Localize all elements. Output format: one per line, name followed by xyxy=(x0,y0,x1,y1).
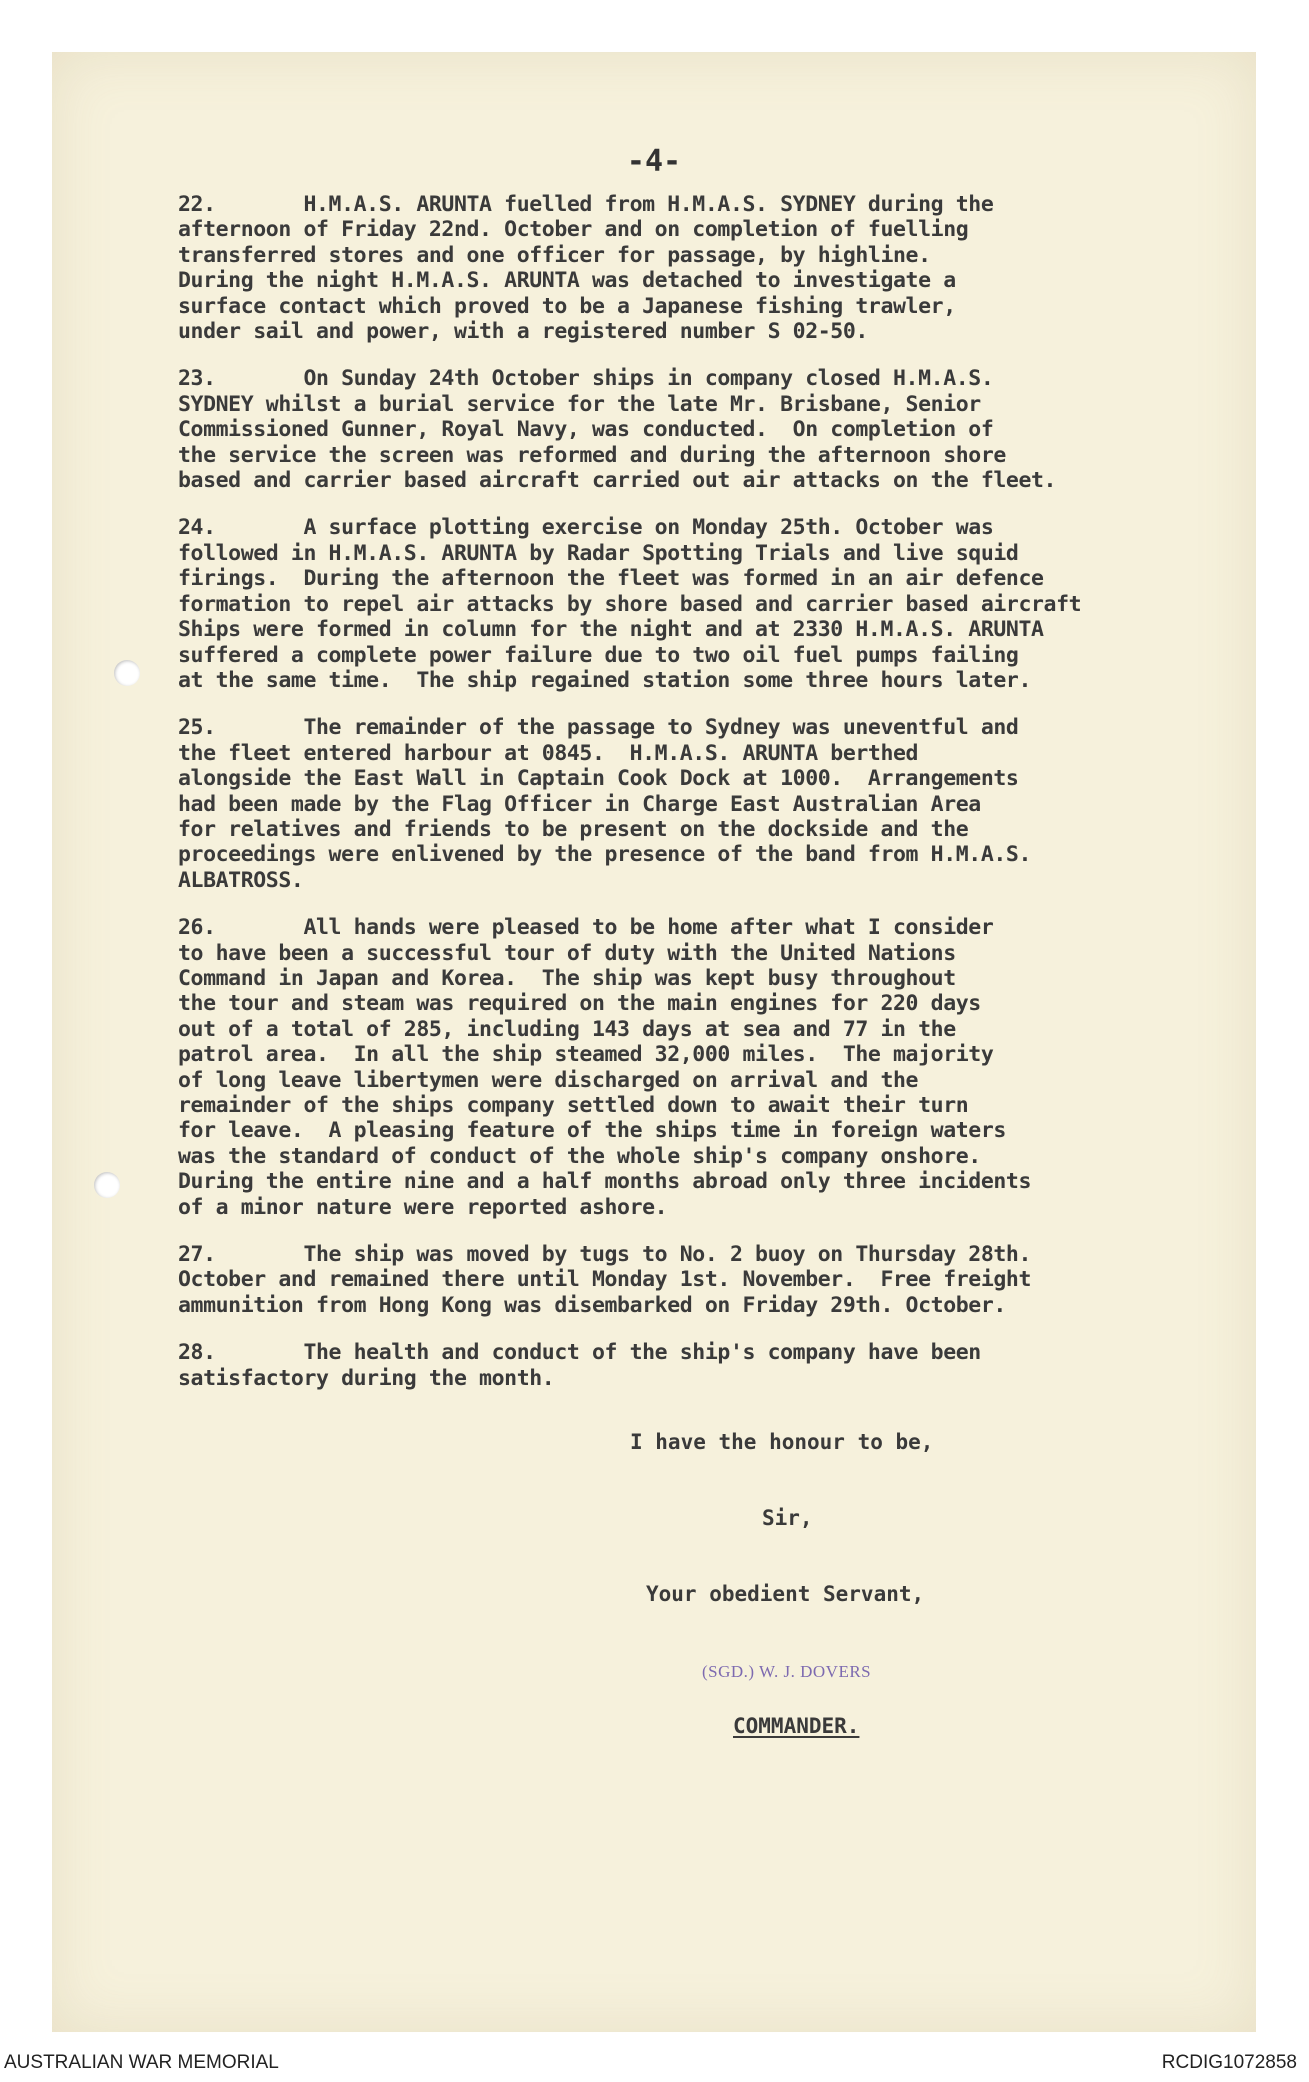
text-line: firings. During the afternoon the fleet was formed in an air defence xyxy=(178,566,1044,592)
text-line: of long leave libertymen were discharged on arrival and the xyxy=(178,1067,919,1093)
text-line: for leave. A pleasing feature of the ships time in foreign waters xyxy=(178,1118,1006,1144)
text-line: formation to repel air attacks by shore based and carrier based aircraft xyxy=(178,591,1082,617)
text-line: of a minor nature were reported ashore. xyxy=(178,1194,668,1220)
text-line: patrol area. In all the ship steamed 32,000 miles. The majority xyxy=(178,1042,994,1068)
rank-text: COMMANDER. xyxy=(733,1714,860,1738)
text-line: the service the screen was reformed and during the afternoon shore xyxy=(178,442,1006,468)
text-line: was the standard of conduct of the whole ship's company onshore. xyxy=(178,1143,981,1169)
text-line: had been made by the Flag Officer in Charge East Australian Area xyxy=(178,791,981,817)
text-line: suffered a complete power failure due to two oil fuel pumps failing xyxy=(178,642,1019,668)
text-line: afternoon of Friday 22nd. October and on completion of fuelling xyxy=(178,217,969,243)
text-line: followed in H.M.A.S. ARUNTA by Radar Spotting Trials and live squid xyxy=(178,540,1019,566)
text-line: 24. A surface plotting exercise on Monday 25th. October was xyxy=(178,515,994,541)
closing-honour: I have the honour to be, xyxy=(630,1430,934,1454)
paragraph-23 xyxy=(178,366,1238,493)
paragraph-26 xyxy=(178,915,1238,1220)
text-line: at the same time. The ship regained station some three hours later. xyxy=(178,667,1031,693)
body-text xyxy=(178,192,1238,1413)
text-line: alongside the East Wall in Captain Cook Dock at 1000. Arrangements xyxy=(178,766,1019,792)
text-line: to have been a successful tour of duty with the United Nations xyxy=(178,940,956,966)
paragraph-28 xyxy=(178,1340,1238,1391)
footer-source: AUSTRALIAN WAR MEMORIAL xyxy=(4,2052,279,2073)
text-line: the fleet entered harbour at 0845. H.M.A.S. ARUNTA berthed xyxy=(178,740,919,766)
text-line: proceedings were enlivened by the presence of the band from H.M.A.S. xyxy=(178,842,1031,868)
text-line: surface contact which proved to be a Japanese fishing trawler, xyxy=(178,293,956,319)
text-line: transferred stores and one officer for passage, by highline. xyxy=(178,242,931,268)
text-line: During the night H.M.A.S. ARUNTA was detached to investigate a xyxy=(178,268,956,294)
text-line: During the entire nine and a half months abroad only three incidents xyxy=(178,1169,1031,1195)
text-line: under sail and power, with a registered number S 02-50. xyxy=(178,319,868,345)
paragraph-27 xyxy=(178,1242,1238,1318)
text-line: Ships were formed in column for the night and at 2330 H.M.A.S. ARUNTA xyxy=(178,617,1044,643)
text-line: 26. All hands were pleased to be home after what I consider xyxy=(178,915,994,941)
text-line: 28. The health and conduct of the ship's company have been xyxy=(178,1340,981,1366)
text-line: out of a total of 285, including 143 days at sea and 77 in the xyxy=(178,1016,956,1042)
text-line: the tour and steam was required on the main engines for 220 days xyxy=(178,991,981,1017)
punch-hole xyxy=(114,660,140,686)
text-line: based and carrier based aircraft carried out air attacks on the fleet. xyxy=(178,468,1057,494)
signature-stamp: (SGD.) W. J. DOVERS xyxy=(702,1662,872,1681)
text-line: for relatives and friends to be present on the dockside and the xyxy=(178,816,969,842)
text-line: Commissioned Gunner, Royal Navy, was conducted. On completion of xyxy=(178,417,994,443)
text-line: 23. On Sunday 24th October ships in company closed H.M.A.S. xyxy=(178,366,994,392)
text-line: satisfactory during the month. xyxy=(178,1365,555,1391)
text-line: ALBATROSS. xyxy=(178,867,304,893)
page-number: -4- xyxy=(626,144,682,179)
text-line: 22. H.M.A.S. ARUNTA fuelled from H.M.A.S. SYDNEY during the xyxy=(178,192,994,217)
rank-line xyxy=(733,1714,859,1738)
document-page xyxy=(52,52,1256,2032)
text-line: Command in Japan and Korea. The ship was kept busy throughout xyxy=(178,965,956,991)
paragraph-24 xyxy=(178,515,1238,693)
text-line: 25. The remainder of the passage to Sydney was uneventful and xyxy=(178,715,1019,741)
closing-salutation: Sir, xyxy=(762,1506,813,1530)
text-line: SYDNEY whilst a burial service for the late Mr. Brisbane, Senior xyxy=(178,391,981,417)
paragraph-22 xyxy=(178,192,1238,344)
punch-hole xyxy=(94,1172,120,1198)
text-line: October and remained there until Monday 1st. November. Free freight xyxy=(178,1267,1031,1293)
text-line: 27. The ship was moved by tugs to No. 2 buoy on Thursday 28th. xyxy=(178,1242,1031,1268)
text-line: ammunition from Hong Kong was disembarked on Friday 29th. October. xyxy=(178,1292,1006,1318)
text-line: remainder of the ships company settled down to await their turn xyxy=(178,1093,969,1118)
paragraph-25 xyxy=(178,715,1238,893)
footer-id: RCDIG1072858 xyxy=(1161,2052,1297,2073)
closing-servant: Your obedient Servant, xyxy=(646,1582,925,1606)
